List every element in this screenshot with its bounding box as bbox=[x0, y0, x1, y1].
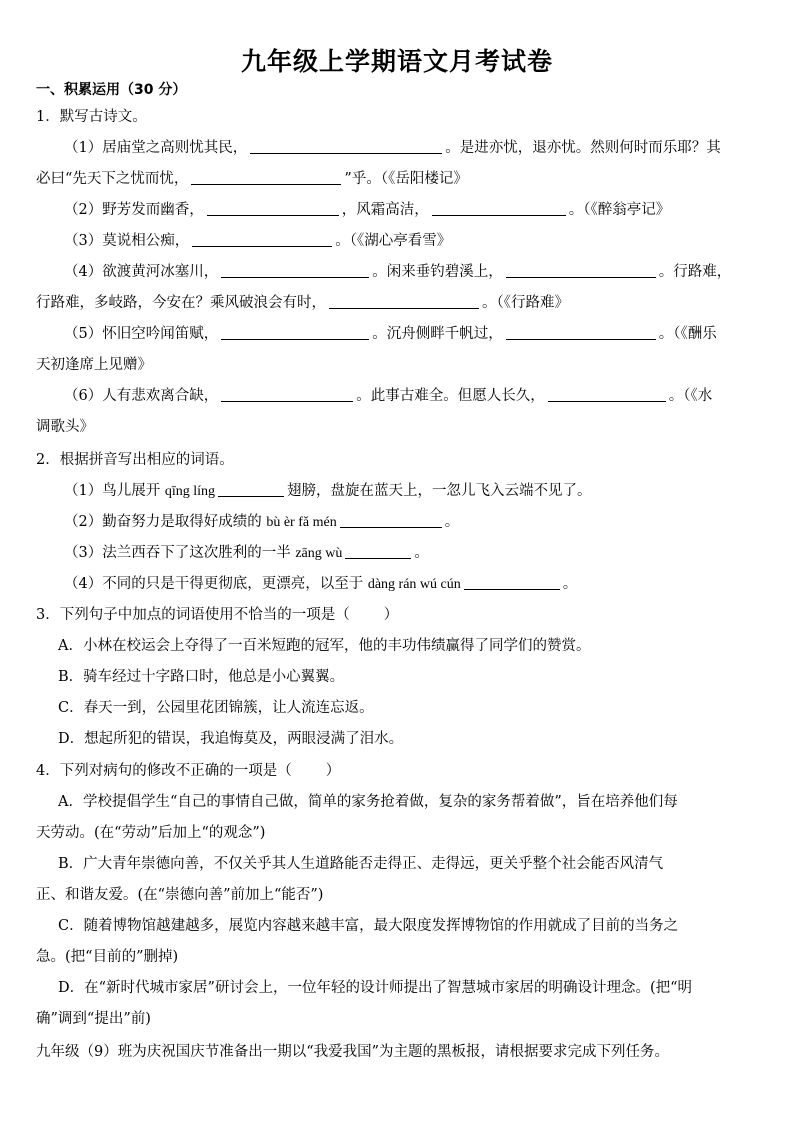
q4-option-b-line1: B．广大青年崇德向善，不仅关乎其人生道路能否走得正、走得远，更关乎整个社会能否风清气 bbox=[58, 856, 664, 872]
q3-option-b: B．骑车经过十字路口时，他总是小心翼翼。 bbox=[58, 669, 345, 685]
q1-item-1-line1: （1）居庙堂之高则忧其民， 。是进亦忧，退亦忧。然则何时而乐耶？其 bbox=[64, 140, 721, 156]
q4-option-c-line2: 急。(把“目前的”删掉) bbox=[36, 949, 179, 965]
q1-item-2: （2）野芳发而幽香， ，风霜高洁， 。（《醉翁亭记》 bbox=[64, 202, 671, 218]
answer-blank[interactable] bbox=[345, 543, 411, 559]
q1-item-5-line1: （5）怀旧空吟闻笛赋， 。沉舟侧畔千帆过， 。（《酬乐 bbox=[64, 326, 717, 342]
q2-item-2: （2）勤奋努力是取得好成绩的 bù èr fǎ mén 。 bbox=[64, 514, 460, 530]
q4-option-c-line1: C．随着博物馆越建越多，展览内容越来越丰富，最大限度发挥博物馆的作用就成了目前的当务之 bbox=[58, 918, 679, 934]
q4-stem: 4．下列对病句的修改不正确的一项是（ ） bbox=[36, 763, 341, 779]
q3-stem: 3．下列句子中加点的词语使用不恰当的一项是（ ） bbox=[36, 607, 399, 623]
task-intro: 九年级（9）班为庆祝国庆节准备出一期以“我爱我国”为主题的黑板报，请根据要求完成下列任务。 bbox=[36, 1044, 670, 1060]
q1-item-3: （3）莫说相公痴， 。（《湖心亭看雪》 bbox=[64, 233, 452, 249]
q4-option-a-line2: 天劳动。(在“劳动”后加上“的观念”) bbox=[36, 825, 266, 841]
q1-stem: 1．默写古诗文。 bbox=[36, 109, 147, 125]
q3-option-d: D．想起所犯的错误，我追悔莫及，两眼浸满了泪水。 bbox=[58, 731, 404, 747]
pinyin: zāng wù bbox=[295, 546, 343, 561]
answer-blank[interactable] bbox=[506, 324, 656, 340]
q1-item-4-line1: （4）欲渡黄河冰塞川， 。闲来垂钓碧溪上， 。行路难， bbox=[64, 264, 732, 280]
section-heading: 一、积累运用（30 分） bbox=[36, 82, 187, 98]
answer-blank[interactable] bbox=[218, 481, 284, 497]
q3-option-c: C．春天一到，公园里花团锦簇，让人流连忘返。 bbox=[58, 700, 374, 716]
answer-blank[interactable] bbox=[250, 138, 442, 154]
answer-blank[interactable] bbox=[221, 262, 369, 278]
page-title: 九年级上学期语文月考试卷 bbox=[240, 47, 553, 76]
answer-blank[interactable] bbox=[192, 231, 332, 247]
q4-option-b-line2: 正、和谐友爱。(在“崇德向善”前加上“能否”) bbox=[36, 887, 324, 903]
q3-option-a: A．小林在校运会上夺得了一百米短跑的冠军，他的丰功伟绩赢得了同学们的赞赏。 bbox=[58, 638, 591, 654]
q4-option-d-line1: D．在“新时代城市家居”研讨会上，一位年轻的设计师提出了智慧城市家居的明确设计理念。(把“明 bbox=[58, 980, 693, 996]
answer-blank[interactable] bbox=[221, 386, 353, 402]
q2-item-1: （1）鸟儿展开 qīng líng 翅膀，盘旋在蓝天上，一忽儿飞入云端不见了。 bbox=[64, 483, 592, 499]
pinyin: dàng rán wú cún bbox=[367, 577, 461, 592]
answer-blank[interactable] bbox=[506, 262, 656, 278]
answer-blank[interactable] bbox=[207, 200, 339, 216]
pinyin: qīng líng bbox=[164, 484, 216, 499]
q2-item-4: （4）不同的只是干得更彻底，更漂亮，以至于 dàng rán wú cún 。 bbox=[64, 576, 578, 592]
q2-item-3: （3）法兰西吞下了这次胜利的一半 zāng wù 。 bbox=[64, 545, 429, 561]
answer-blank[interactable] bbox=[432, 200, 566, 216]
pinyin: bù èr fǎ mén bbox=[266, 515, 337, 530]
q1-item-5-line2: 天初逢席上见赠》 bbox=[36, 357, 152, 373]
answer-blank[interactable] bbox=[191, 169, 341, 185]
q1-item-6-line2: 调歌头》 bbox=[36, 419, 94, 435]
answer-blank[interactable] bbox=[548, 386, 666, 402]
q4-option-d-line2: 确”调到“提出”前) bbox=[36, 1011, 151, 1027]
q1-item-6-line1: （6）人有悲欢离合缺， 。此事古难全。但愿人长久， 。（《水 bbox=[64, 388, 713, 404]
answer-blank[interactable] bbox=[340, 512, 442, 528]
q1-item-4-line2: 行路难，多岐路，今安在？乘风破浪会有时， 。（《行路难》 bbox=[36, 295, 569, 311]
q4-option-a-line1: A．学校提倡学生“自己的事情自己做，简单的家务抢着做，复杂的家务帮着做”，旨在培养他们每 bbox=[58, 794, 678, 810]
answer-blank[interactable] bbox=[221, 324, 369, 340]
answer-blank[interactable] bbox=[329, 293, 479, 309]
q1-item-1-line2: 必曰“先天下之忧而忧， ”乎。（《岳阳楼记》 bbox=[36, 171, 468, 187]
q2-stem: 2．根据拼音写出相应的词语。 bbox=[36, 452, 234, 468]
answer-blank[interactable] bbox=[464, 574, 560, 590]
